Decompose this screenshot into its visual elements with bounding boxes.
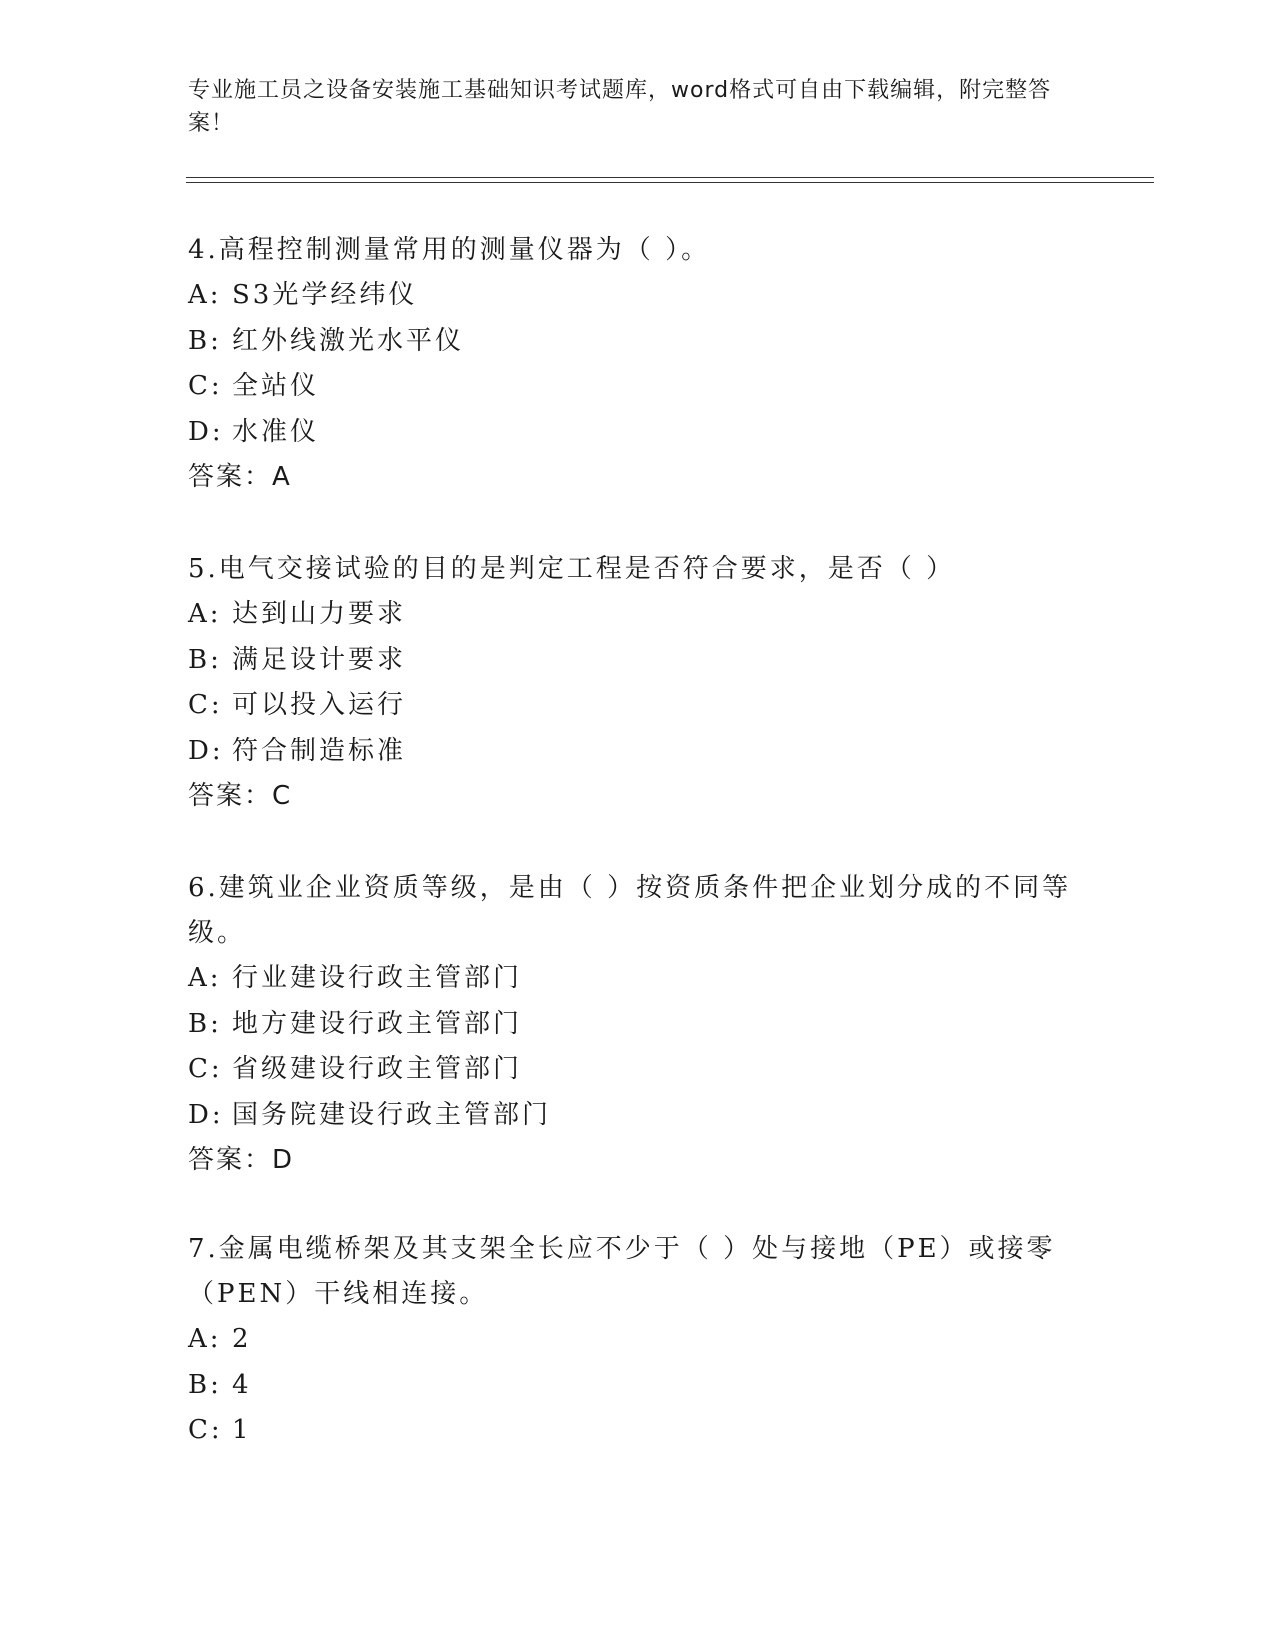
option-text: 红外线激光水平仪 bbox=[232, 325, 465, 356]
option-text: 可以投入运行 bbox=[232, 690, 407, 720]
option-letter: C: bbox=[188, 1415, 223, 1445]
option-letter: A: bbox=[188, 599, 222, 629]
option-text: 1 bbox=[232, 1415, 252, 1445]
option-text: 全站仪 bbox=[232, 371, 320, 401]
option-b bbox=[188, 1363, 1088, 1409]
option-letter: D: bbox=[188, 416, 224, 447]
answer-line bbox=[188, 1138, 1088, 1184]
option-a bbox=[188, 273, 1088, 319]
option-letter: D: bbox=[188, 1099, 224, 1130]
option-letter: B: bbox=[188, 1008, 222, 1039]
option-c bbox=[188, 364, 1088, 410]
option-text: S3光学经纬仪 bbox=[232, 280, 418, 310]
question-stem: 5.电气交接试验的目的是判定工程是否符合要求，是否（ ） bbox=[188, 554, 956, 584]
answer-label: 答案： bbox=[188, 462, 273, 492]
option-d bbox=[188, 729, 1088, 775]
answer-value: C bbox=[272, 781, 293, 811]
answer-line bbox=[188, 455, 1088, 501]
question-5 bbox=[188, 547, 1088, 820]
option-text: 国务院建设行政主管部门 bbox=[232, 1099, 552, 1130]
option-text: 行业建设行政主管部门 bbox=[232, 963, 523, 993]
answer-value: A bbox=[272, 462, 292, 492]
question-stem: 6.建筑业企业资质等级，是由（ ）按资质条件把企业划分成的不同等级。 bbox=[188, 873, 1072, 948]
option-b bbox=[188, 1002, 1088, 1048]
option-c bbox=[188, 1047, 1088, 1093]
question-stem: 7.金属电缆桥架及其支架全长应不少于（ ）处与接地（PE）或接零（PEN）干线相连接。 bbox=[188, 1234, 1056, 1309]
option-text: 达到山力要求 bbox=[232, 599, 407, 629]
option-letter: B: bbox=[188, 1369, 222, 1400]
option-b bbox=[188, 319, 1088, 365]
question-4 bbox=[188, 228, 1088, 501]
question-7 bbox=[188, 1227, 1088, 1454]
option-letter: A: bbox=[188, 963, 222, 993]
option-letter: A: bbox=[188, 1324, 222, 1354]
header-divider-bottom bbox=[186, 182, 1154, 183]
option-d bbox=[188, 410, 1088, 456]
option-b bbox=[188, 638, 1088, 684]
option-text: 4 bbox=[232, 1369, 252, 1400]
option-text: 符合制造标准 bbox=[232, 735, 407, 766]
option-letter: B: bbox=[188, 644, 222, 675]
option-text: 满足设计要求 bbox=[232, 644, 407, 675]
answer-value: D bbox=[272, 1145, 295, 1175]
header-divider-top bbox=[186, 177, 1154, 178]
option-c bbox=[188, 1408, 1088, 1454]
document-header: 专业施工员之设备安装施工基础知识考试题库，word格式可自由下载编辑，附完整答案！ bbox=[188, 78, 1052, 136]
option-d bbox=[188, 1093, 1088, 1139]
option-c bbox=[188, 683, 1088, 729]
answer-label: 答案： bbox=[188, 1145, 273, 1175]
option-text: 水准仪 bbox=[232, 416, 320, 447]
option-letter: C: bbox=[188, 690, 223, 720]
option-letter: A: bbox=[188, 280, 222, 310]
option-text: 地方建设行政主管部门 bbox=[232, 1008, 523, 1039]
answer-line bbox=[188, 774, 1088, 820]
option-a bbox=[188, 1317, 1088, 1363]
option-letter: B: bbox=[188, 325, 222, 356]
option-letter: D: bbox=[188, 735, 224, 766]
option-a bbox=[188, 592, 1088, 638]
answer-label: 答案： bbox=[188, 781, 273, 811]
option-letter: C: bbox=[188, 1054, 223, 1084]
option-text: 省级建设行政主管部门 bbox=[232, 1054, 523, 1084]
question-6 bbox=[188, 866, 1088, 1184]
option-text: 2 bbox=[232, 1324, 252, 1354]
question-stem: 4.高程控制测量常用的测量仪器为（ ）。 bbox=[188, 235, 711, 265]
option-letter: C: bbox=[188, 371, 223, 401]
option-a bbox=[188, 956, 1088, 1002]
